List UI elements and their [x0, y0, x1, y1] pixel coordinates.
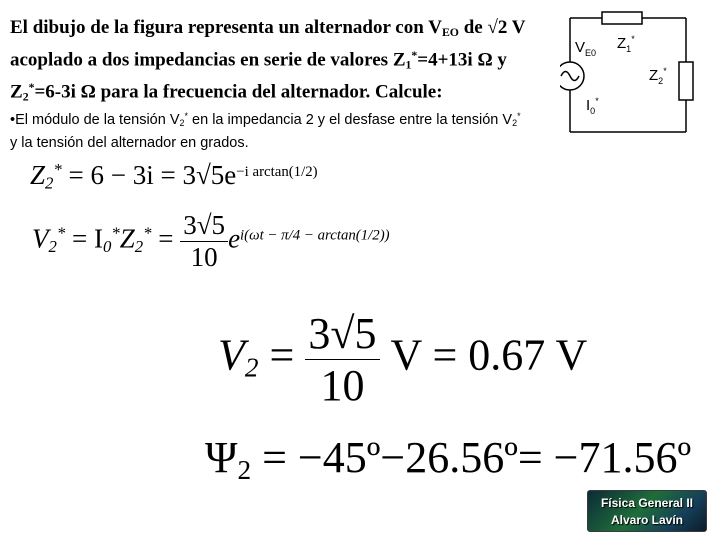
fraction-v2-modulus: $\frac{3√5}{10}$ [305, 308, 379, 411]
ac-source-icon [560, 62, 584, 90]
logo-line-1: Física General II [600, 496, 694, 510]
question-text: •El módulo de la tensión $V_2^*$ en la impedancia 2 y el desfase entre la tensión $V_2^*$ y la tensión del alternador en grados. [10, 111, 521, 152]
problem-line-3: $Z_2^*=6-3i$ Ω para la frecuencia del alternador. Calcule: [10, 81, 443, 104]
z2-resistor [679, 62, 693, 100]
z1-resistor [602, 12, 642, 24]
equation-v2-modulus: $V_2$ = $\frac{3√5}{10}$ V = 0.67 V [218, 309, 588, 410]
source-label: $V_{E0}$ [575, 39, 597, 58]
course-logo [587, 490, 707, 532]
equation-phase: $\Psi_2$ = −45º−26.56º= −71.56º [205, 433, 692, 485]
z1-label: $Z_1^*$ [617, 34, 635, 54]
current-label: $I_0^*$ [586, 96, 599, 116]
z2-label: $Z_2^*$ [649, 66, 667, 86]
fraction-v2: $\frac{3√5}{10}$ [180, 210, 228, 273]
circuit-svg [560, 10, 700, 135]
equation-v2-complex: $V_2^* = I_0^*Z_2^*$ = $\frac{3√5}{10}$ $e^{i(\omega t - \pi/4 - arctan(1/2))}$ [32, 210, 390, 272]
problem-statement [10, 16, 545, 109]
problem-line-2: acoplado a dos impedancias en serie de valores $Z_1^*=4+13i$ Ω y [10, 48, 507, 72]
problem-line-1: El dibujo de la figura representa un alternador con $V_{EO}$ de √2 V [10, 17, 526, 39]
equation-z2: $Z_2^* = 6 - 3i = 3√5e^{-i arctan(1/2)}$ [30, 160, 318, 193]
logo-line-2: Alvaro Lavín [610, 513, 684, 527]
circuit-diagram [560, 10, 700, 135]
